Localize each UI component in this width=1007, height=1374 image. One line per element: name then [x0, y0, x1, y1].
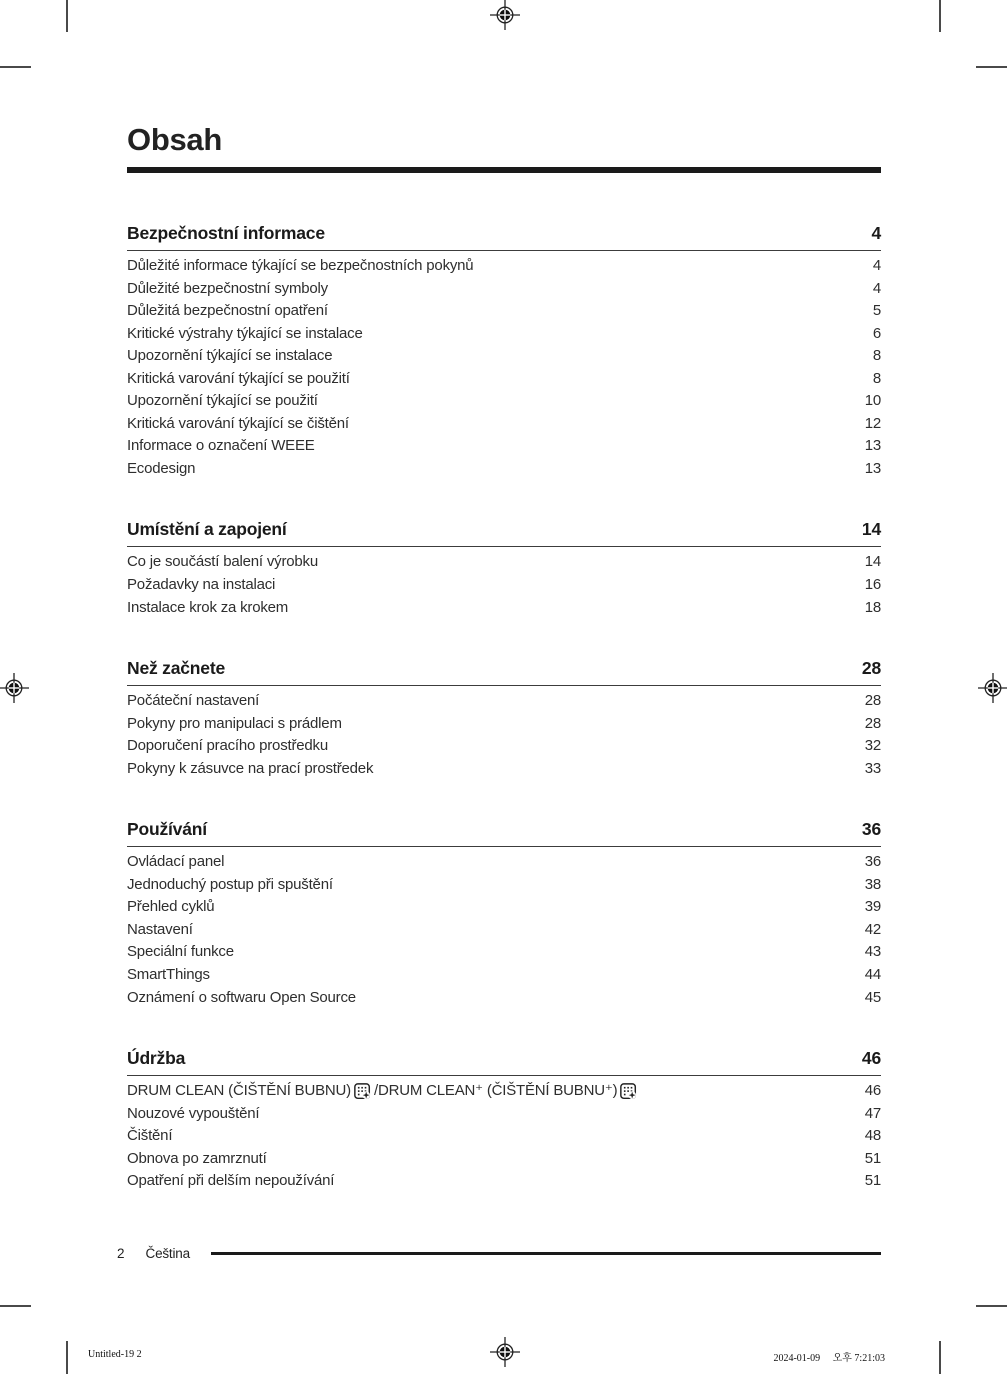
toc-item-page: 5 — [872, 302, 881, 320]
toc-item-label: Požadavky na instalaci — [127, 576, 276, 594]
toc-item-page: 51 — [864, 1172, 881, 1190]
toc-item-label: Nastavení — [127, 920, 193, 938]
footer-page-number: 2 — [117, 1246, 125, 1261]
toc-item-label: Instalace krok za krokem — [127, 598, 289, 616]
toc-item-label: Důležité informace týkající se bezpečnostních pokynů — [127, 257, 474, 274]
toc-item-label: Speciální funkce — [127, 943, 234, 961]
toc-section-header — [127, 1047, 881, 1076]
crop-mark-bottom-right-h — [976, 1305, 1007, 1307]
toc-section-page: 4 — [871, 223, 881, 243]
toc-item-page: 33 — [864, 759, 881, 777]
toc-section-title: Používání — [127, 819, 207, 840]
toc-item-page: 16 — [864, 576, 881, 594]
toc-item — [127, 713, 881, 736]
toc-item-label: Pokyny pro manipulaci s prádlem — [127, 714, 342, 732]
toc-item — [127, 458, 881, 481]
slug-time: 오후 7:21:03 — [832, 1353, 885, 1364]
toc-item-page: 13 — [864, 459, 881, 477]
registration-mark-top — [490, 0, 520, 30]
toc-item-page: 10 — [864, 392, 881, 410]
toc-section-header — [127, 222, 881, 251]
toc-item — [127, 345, 881, 368]
footer-rule — [211, 1252, 881, 1255]
toc-item-label: Co je součástí balení výrobku — [127, 553, 318, 571]
toc-item-label: Ovládací panel — [127, 853, 225, 871]
toc-item-label: Pokyny k zásuvce na prací prostředek — [127, 759, 374, 777]
toc-section — [127, 1047, 881, 1193]
toc-item-page: 36 — [864, 853, 881, 871]
slug-datetime — [773, 1349, 885, 1364]
toc-item-page: 28 — [864, 714, 881, 732]
toc-item — [127, 941, 881, 964]
toc-item-label: Přehled cyklů — [127, 898, 215, 916]
toc-item-label: Upozornění týkající se použití — [127, 392, 318, 410]
toc-item-page: 39 — [864, 898, 881, 916]
toc-item-page: 4 — [872, 279, 881, 297]
toc-item-label: Informace o označení WEEE — [127, 437, 315, 455]
toc-item-page: 51 — [864, 1149, 881, 1167]
print-slug — [0, 1349, 1007, 1363]
page-footer — [117, 1246, 881, 1261]
toc-section-items — [127, 255, 881, 480]
footer-language: Čeština — [145, 1246, 190, 1261]
toc-item — [127, 435, 881, 458]
toc-item-label: Jednoduchý postup při spuštění — [127, 875, 333, 893]
toc-section-title: Než začnete — [127, 658, 225, 679]
toc-item — [127, 987, 881, 1010]
toc-item-page: 47 — [864, 1104, 881, 1122]
toc-item-label: DRUM CLEAN (ČIŠTĚNÍ BUBNU) /DRUM CLEAN⁺ (ČIŠTĚNÍ BUBNU⁺) — [127, 1080, 640, 1103]
toc-section-items — [127, 690, 881, 780]
toc-section-page: 36 — [861, 819, 881, 840]
drum-clean-icon — [620, 1083, 637, 1100]
toc-item — [127, 896, 881, 919]
toc-item-page: 45 — [864, 988, 881, 1006]
toc-item-page: 6 — [872, 324, 881, 342]
toc-item-label: Obnova po zamrznutí — [127, 1149, 267, 1167]
toc-item — [127, 278, 881, 301]
toc-item — [127, 1170, 881, 1193]
toc-item-page: 48 — [864, 1127, 881, 1145]
page-title: Obsah — [127, 122, 222, 157]
toc-item — [127, 851, 881, 874]
toc-item — [127, 255, 881, 278]
toc-item — [127, 413, 881, 436]
toc-item-page: 14 — [864, 553, 881, 571]
crop-mark-top-left-v — [66, 0, 68, 32]
toc-item — [127, 758, 881, 781]
toc-item-label: Nouzové vypouštění — [127, 1104, 260, 1122]
toc-section-header — [127, 818, 881, 847]
toc-item-page: 44 — [864, 966, 881, 984]
toc-section-title: Umístění a zapojení — [127, 519, 287, 540]
toc-item-label: Čištění — [127, 1127, 173, 1145]
toc-item-label: Důležitá bezpečnostní opatření — [127, 302, 328, 320]
toc-item-page: 8 — [872, 347, 881, 365]
toc-item — [127, 919, 881, 942]
toc-item-label: Doporučení pracího prostředku — [127, 737, 328, 755]
toc-section-header — [127, 657, 881, 686]
toc-section — [127, 222, 881, 480]
crop-mark-bottom-left-h — [0, 1305, 31, 1307]
toc-section-page: 46 — [861, 1048, 881, 1069]
toc-item-label: Kritická varování týkající se použití — [127, 369, 350, 387]
toc-item — [127, 1103, 881, 1126]
toc-section-header — [127, 518, 881, 547]
toc-item-page: 46 — [864, 1082, 881, 1100]
toc-item — [127, 574, 881, 597]
toc-item-label: Opatření při delším nepoužívání — [127, 1172, 335, 1190]
drum-clean-icon — [354, 1083, 371, 1100]
toc-item-label: SmartThings — [127, 966, 210, 984]
toc-item-page: 13 — [864, 437, 881, 455]
title-rule — [127, 167, 881, 173]
toc-item-page: 42 — [864, 920, 881, 938]
toc-item — [127, 735, 881, 758]
toc-section — [127, 657, 881, 780]
toc-item-page: 18 — [864, 598, 881, 616]
registration-mark-left — [0, 673, 29, 703]
toc-item — [127, 964, 881, 987]
toc-item-label: Kritické výstrahy týkající se instalace — [127, 324, 363, 342]
toc-section-title: Bezpečnostní informace — [127, 223, 325, 243]
toc-item — [127, 1080, 881, 1103]
toc-item — [127, 1125, 881, 1148]
toc-item-label: Upozornění týkající se instalace — [127, 347, 333, 365]
toc-item — [127, 874, 881, 897]
toc-item-label: Počáteční nastavení — [127, 692, 260, 710]
toc-section-page: 28 — [861, 658, 881, 679]
toc-item — [127, 323, 881, 346]
toc-section — [127, 518, 881, 619]
toc-item-page: 28 — [864, 692, 881, 710]
crop-mark-top-right-h — [976, 66, 1007, 68]
toc-item-label: Kritická varování týkající se čištění — [127, 414, 349, 432]
toc — [127, 222, 881, 1193]
toc-section-items — [127, 551, 881, 619]
toc-section-page: 14 — [861, 519, 881, 540]
toc-item — [127, 551, 881, 574]
toc-item — [127, 300, 881, 323]
content-area — [127, 120, 881, 1193]
slug-date: 2024-01-09 — [773, 1353, 821, 1364]
slug-filename: Untitled-19 2 — [88, 1349, 142, 1360]
toc-item-page: 32 — [864, 737, 881, 755]
registration-mark-right — [978, 673, 1007, 703]
toc-item — [127, 690, 881, 713]
toc-item — [127, 390, 881, 413]
toc-item-label: Ecodesign — [127, 459, 196, 477]
toc-item-page: 12 — [864, 414, 881, 432]
crop-mark-top-left-h — [0, 66, 31, 68]
toc-item-label: Důležité bezpečnostní symboly — [127, 279, 328, 297]
toc-item — [127, 597, 881, 620]
toc-item — [127, 368, 881, 391]
toc-item-page: 4 — [872, 257, 881, 274]
toc-item-label: Oznámení o softwaru Open Source — [127, 988, 356, 1006]
toc-section-title: Údržba — [127, 1048, 186, 1069]
toc-section-items — [127, 851, 881, 1009]
toc-item — [127, 1148, 881, 1171]
toc-item-page: 43 — [864, 943, 881, 961]
crop-mark-top-right-v — [939, 0, 941, 32]
toc-section — [127, 818, 881, 1009]
toc-section-items — [127, 1080, 881, 1193]
toc-item-page: 38 — [864, 875, 881, 893]
toc-item-page: 8 — [872, 369, 881, 387]
